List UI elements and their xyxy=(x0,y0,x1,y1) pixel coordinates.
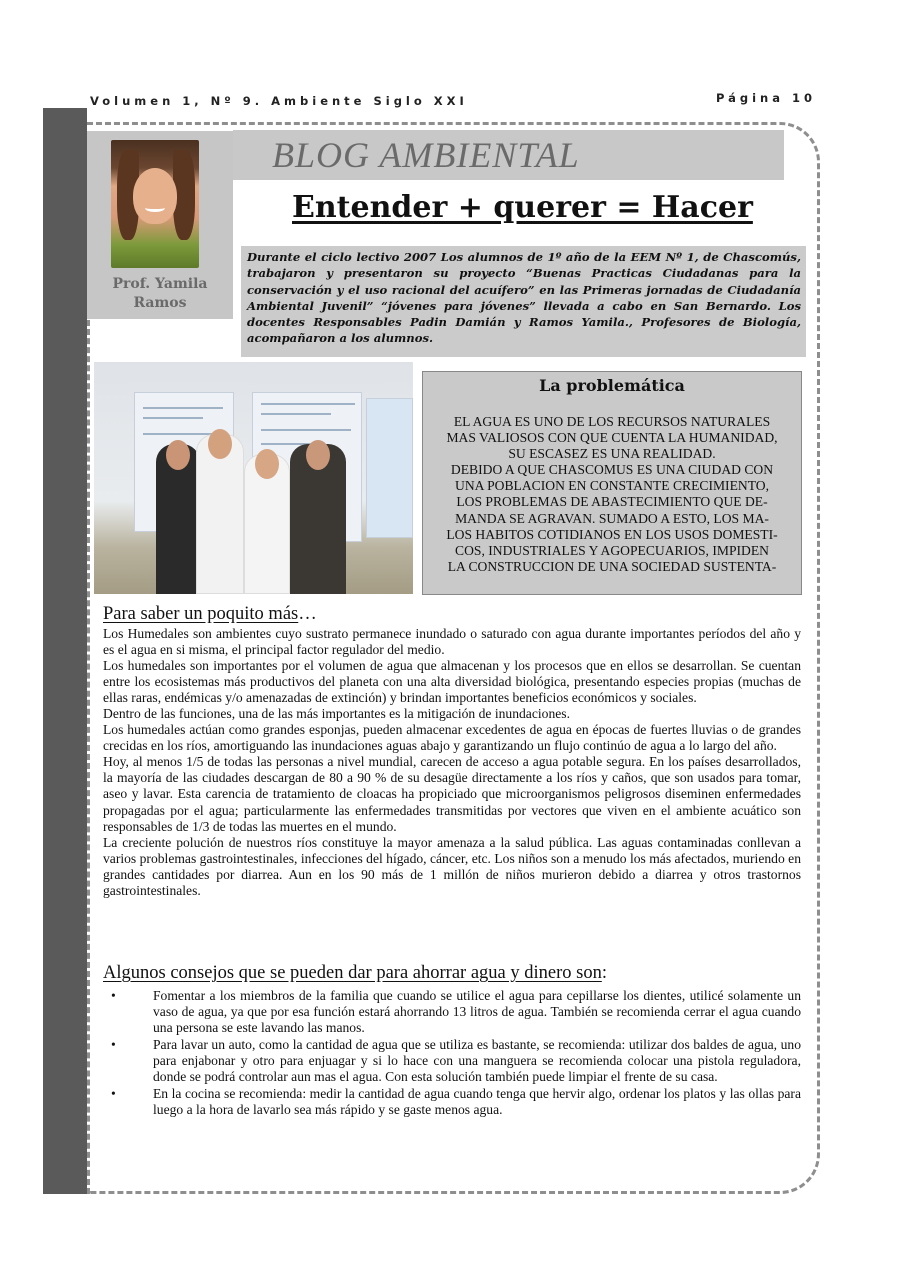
problematica-line: LOS HABITOS COTIDIANOS EN LOS USOS DOMESTI- xyxy=(446,526,778,542)
header-page-number: Página 10 xyxy=(716,91,817,105)
bullet-icon: • xyxy=(111,1086,116,1102)
left-decorative-bar xyxy=(43,108,87,1194)
section2-title-suffix: : xyxy=(601,963,607,983)
header-volume: Volumen 1, Nº 9. Ambiente Siglo XXI xyxy=(90,94,468,108)
problematica-line: UNA POBLACION EN CONSTANTE CRECIMIENTO, xyxy=(455,478,769,494)
section1-body xyxy=(103,626,801,899)
paragraph: Los humedales actúan como grandes esponjas, pueden almacenar excedentes de agua en épocas de fuertes lluvias o de grandes crecidas en los ríos, amortiguando las inundaciones aguas abajo y garantizando un flujo continúo de agua a lo largo del año. xyxy=(103,722,801,754)
article-intro: Durante el ciclo lectivo 2007 Los alumnos de 1º año de la EEM Nº 1, de Chascomús, trabajaron y presentaron su proyecto “Buenas Practicas Ciudadanas para la conservación y el uso racional del acuífero” en las Primeras jornadas de Ciudadanía Ambiental Juvenil” “jóvenes para jóvenes” llevada a cabo en San Bernardo. Los docentes Responsables Padin Damián y Ramos Yamila., Profesores de Biología, acompañaron a los alumnos. xyxy=(241,246,806,357)
problematica-line: MANDA SE AGRAVAN. SUMADO A ESTO, LOS MA- xyxy=(455,510,769,526)
blog-title: BLOG AMBIENTAL xyxy=(272,135,580,175)
list-item xyxy=(103,1086,801,1118)
tips-list xyxy=(103,988,801,1119)
author-photo xyxy=(111,140,199,268)
problematica-text xyxy=(428,414,796,575)
list-item xyxy=(103,1037,801,1085)
author-name xyxy=(87,275,233,313)
problematica-line: COS, INDUSTRIALES Y AGOPECUARIOS, IMPIDEN xyxy=(455,542,769,558)
tip-text: Fomentar a los miembros de la familia que cuando se utilice el agua para cepillarse los dientes, utilicé solamente un vaso de agua, ya que por esa función estará ahorrando 13 litros de agua. También se recomienda cerrar el agua cuando una persona se este lavando las manos. xyxy=(153,988,801,1036)
paragraph: La creciente polución de nuestros ríos constituye la mayor amenaza a la salud pública. Las aguas contaminadas conllevan a varios problemas gastrointestinales, infecciones del hígado, cáncer, etc. Los niños son a menudo los más afectados, muriendo en grandes cantidades por diarrea. Aun en los 90 más de 1 millón de niños murieron debido a diarrea y otros trastornos gastrointestinales. xyxy=(103,834,801,898)
author-name-line2: Ramos xyxy=(133,295,187,311)
section2-title: Algunos consejos que se pueden dar para ahorrar agua y dinero son xyxy=(103,963,602,983)
list-item xyxy=(103,988,801,1036)
paragraph: Los Humedales son ambientes cuyo sustrato permanece inundado o saturado con agua durante importantes períodos del año y es el agua en si misma, el principal factor regulador del medio. xyxy=(103,626,801,658)
group-photo xyxy=(94,362,413,594)
section1-title-suffix: … xyxy=(298,604,317,624)
paragraph: Dentro de las funciones, una de las más importantes es la mitigación de inundaciones. xyxy=(103,706,570,722)
tip-text: En la cocina se recomienda: medir la cantidad de agua cuando tenga que hervir algo, ordenar los platos y las ollas para luego a la hora de lavarlo sea más rápido y se gaste menos agua. xyxy=(153,1086,801,1118)
problematica-line: MAS VALIOSOS CON QUE CUENTA LA HUMANIDAD, xyxy=(446,430,778,446)
paragraph: Hoy, al menos 1/5 de todas las personas a nivel mundial, carecen de acceso a agua potable segura. En los países desarrollados, la mayoría de las ciudades descargan de 80 a 90 % de su desagüe directamente a los ríos y caños, que son usados para tomar, aseo y lavar. Esta carencia de tratamiento de cloacas ha propiciado que microorganismos peligrosos diseminen enfermedades propagadas por el agua; particularmente las enfermedades transmitidas por vectores que viven en el ambiente acuático son responsables de 1/3 de todas las muertes en el mundo. xyxy=(103,754,801,834)
problematica-line: SU ESCASEZ ES UNA REALIDAD. xyxy=(508,446,716,462)
article-title: Entender + querer = Hacer xyxy=(292,190,753,225)
bullet-icon: • xyxy=(111,1037,116,1053)
problematica-line: LOS PROBLEMAS DE ABASTECIMIENTO QUE DE- xyxy=(456,494,768,510)
problematica-line: EL AGUA ES UNO DE LOS RECURSOS NATURALES xyxy=(453,414,771,429)
section1-title: Para saber un poquito más xyxy=(103,604,299,624)
section1-heading xyxy=(103,604,317,625)
tip-text: Para lavar un auto, como la cantidad de agua que se utiliza es bastante, se recomienda: utilizar dos baldes de agua, uno para enjabonar y otro para enjuagar y si lo hace con una manguera se recomienda colocar una pistola reguladora, donde se podrá controlar aun mas el agua. Con esta solución también puede limpiar el frente de su casa. xyxy=(153,1037,801,1085)
dashed-frame-left xyxy=(87,320,90,1194)
problematica-title: La problemática xyxy=(539,376,685,395)
paragraph: Los humedales son importantes por el volumen de agua que almacenan y los procesos que en ellos se desarrollan. Se cuentan entre los ecosistemas más productivos del planeta con una alta diversidad biológica, presentando especies propias (muchas de ellas raras, endémicas y/o amenazadas de extinción) y brindan importantes beneficios económicos y sociales. xyxy=(103,658,801,706)
problematica-line: DEBIDO A QUE CHASCOMUS ES UNA CIUDAD CON xyxy=(450,462,774,478)
bullet-icon: • xyxy=(111,988,116,1003)
author-name-line1: Prof. Yamila xyxy=(112,276,208,292)
section2-heading xyxy=(103,963,607,984)
problematica-line: LA CONSTRUCCION DE UNA SOCIEDAD SUSTENTA- xyxy=(447,558,777,574)
